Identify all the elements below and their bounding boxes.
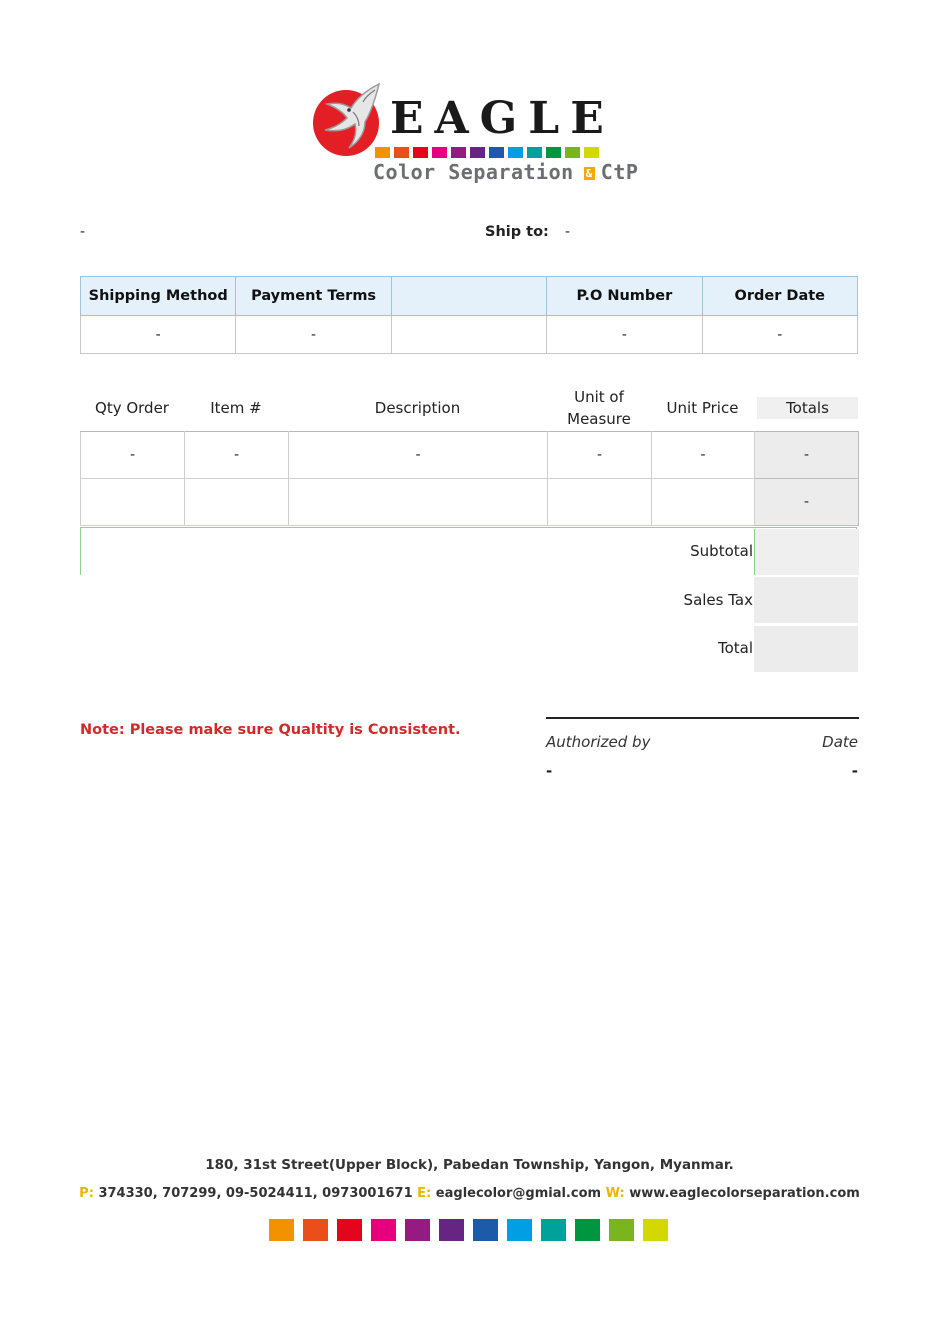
col-totals: Totals <box>757 397 858 419</box>
col-uom-line1: Unit of <box>574 388 624 406</box>
logo-subtitle-left: Color Separation <box>373 160 574 184</box>
table-row <box>81 479 859 526</box>
col-blank <box>391 277 546 316</box>
phone-numbers: 374330, 707299, 09-5024411, 0973001671 <box>98 1186 413 1201</box>
col-description: Description <box>374 399 461 417</box>
footer-strip-swatch-8 <box>507 1219 532 1241</box>
footer-strip-swatch-2 <box>303 1219 328 1241</box>
col-order-date: Order Date <box>702 277 857 316</box>
date-value: - <box>851 762 858 780</box>
row2-uom[interactable] <box>548 479 652 526</box>
eagle-icon <box>319 82 389 156</box>
bill-to-value: - <box>80 224 86 240</box>
logo-subtitle-right: CtP <box>600 160 639 184</box>
logo-strip-swatch-9 <box>527 147 542 158</box>
blank-value[interactable] <box>391 316 546 354</box>
row2-item[interactable] <box>185 479 289 526</box>
authorized-by-label: Authorized by <box>546 733 651 751</box>
logo-strip-swatch-3 <box>413 147 428 158</box>
table-row <box>81 432 859 479</box>
ship-to-label: Ship to: <box>485 224 549 240</box>
email-key: E: <box>417 1186 432 1201</box>
logo-color-strip <box>375 147 599 158</box>
authorized-by-value: - <box>546 762 553 780</box>
footer-strip-swatch-11 <box>609 1219 634 1241</box>
company-logo <box>305 82 640 194</box>
footer-color-strip <box>269 1219 668 1241</box>
order-info-header-row <box>81 277 858 316</box>
company-address: 180, 31st Street(Upper Block), Pabedan Township, Yangon, Myanmar. <box>205 1157 734 1173</box>
col-qty-order: Qty Order <box>95 399 169 417</box>
col-shipping-method: Shipping Method <box>81 277 236 316</box>
logo-strip-swatch-7 <box>489 147 504 158</box>
total-label: Total <box>717 639 753 657</box>
signature-line <box>546 717 859 719</box>
phone-key: P: <box>79 1186 94 1201</box>
row1-uom[interactable]: - <box>548 432 652 479</box>
row2-qty[interactable] <box>81 479 185 526</box>
logo-strip-swatch-10 <box>546 147 561 158</box>
logo-ampersand: & <box>585 167 593 180</box>
logo-strip-swatch-1 <box>375 147 390 158</box>
subtotal-label: Subtotal <box>690 542 753 560</box>
line-items-table <box>80 431 859 526</box>
payment-terms-value[interactable]: - <box>236 316 391 354</box>
contact-line <box>0 1186 939 1201</box>
logo-strip-swatch-8 <box>508 147 523 158</box>
col-po-number: P.O Number <box>547 277 702 316</box>
footer-strip-swatch-6 <box>439 1219 464 1241</box>
order-date-value[interactable]: - <box>702 316 857 354</box>
footer-strip-swatch-7 <box>473 1219 498 1241</box>
row1-qty[interactable]: - <box>81 432 185 479</box>
row2-description[interactable] <box>289 479 548 526</box>
footer-strip-swatch-4 <box>371 1219 396 1241</box>
total-value <box>754 626 858 672</box>
logo-strip-swatch-4 <box>432 147 447 158</box>
logo-strip-swatch-2 <box>394 147 409 158</box>
footer-strip-swatch-1 <box>269 1219 294 1241</box>
ship-to-value: - <box>565 224 571 240</box>
logo-strip-swatch-5 <box>451 147 466 158</box>
footer-strip-swatch-9 <box>541 1219 566 1241</box>
sales-tax-value <box>754 577 858 623</box>
footer-strip-swatch-10 <box>575 1219 600 1241</box>
col-unit-of-measure <box>547 385 651 431</box>
row1-total: - <box>755 432 859 479</box>
row1-unit-price[interactable]: - <box>652 432 755 479</box>
logo-strip-swatch-11 <box>565 147 580 158</box>
footer-strip-swatch-5 <box>405 1219 430 1241</box>
po-number-value[interactable]: - <box>547 316 702 354</box>
row2-unit-price[interactable] <box>652 479 755 526</box>
col-unit-price: Unit Price <box>666 399 739 417</box>
row1-item[interactable]: - <box>185 432 289 479</box>
footer-strip-swatch-12 <box>643 1219 668 1241</box>
order-info-table <box>80 276 858 354</box>
logo-strip-swatch-6 <box>470 147 485 158</box>
row1-description[interactable]: - <box>289 432 548 479</box>
logo-strip-swatch-12 <box>584 147 599 158</box>
order-info-value-row <box>81 316 858 354</box>
col-item-number: Item # <box>210 399 262 417</box>
subtotal-value <box>754 529 859 575</box>
footer-strip-swatch-3 <box>337 1219 362 1241</box>
web-key: W: <box>605 1186 625 1201</box>
col-payment-terms: Payment Terms <box>236 277 391 316</box>
col-uom-line2: Measure <box>567 410 631 428</box>
shipping-method-value[interactable]: - <box>81 316 236 354</box>
quality-note: Note: Please make sure Qualtity is Consistent. <box>80 722 461 738</box>
logo-subtitle <box>373 160 638 184</box>
date-label: Date <box>822 733 858 751</box>
logo-wordmark: EAGLE <box>390 93 615 144</box>
row2-total: - <box>755 479 859 526</box>
website[interactable]: www.eaglecolorseparation.com <box>629 1186 860 1201</box>
email-address[interactable]: eaglecolor@gmial.com <box>435 1186 602 1201</box>
sales-tax-label: Sales Tax <box>683 591 753 609</box>
